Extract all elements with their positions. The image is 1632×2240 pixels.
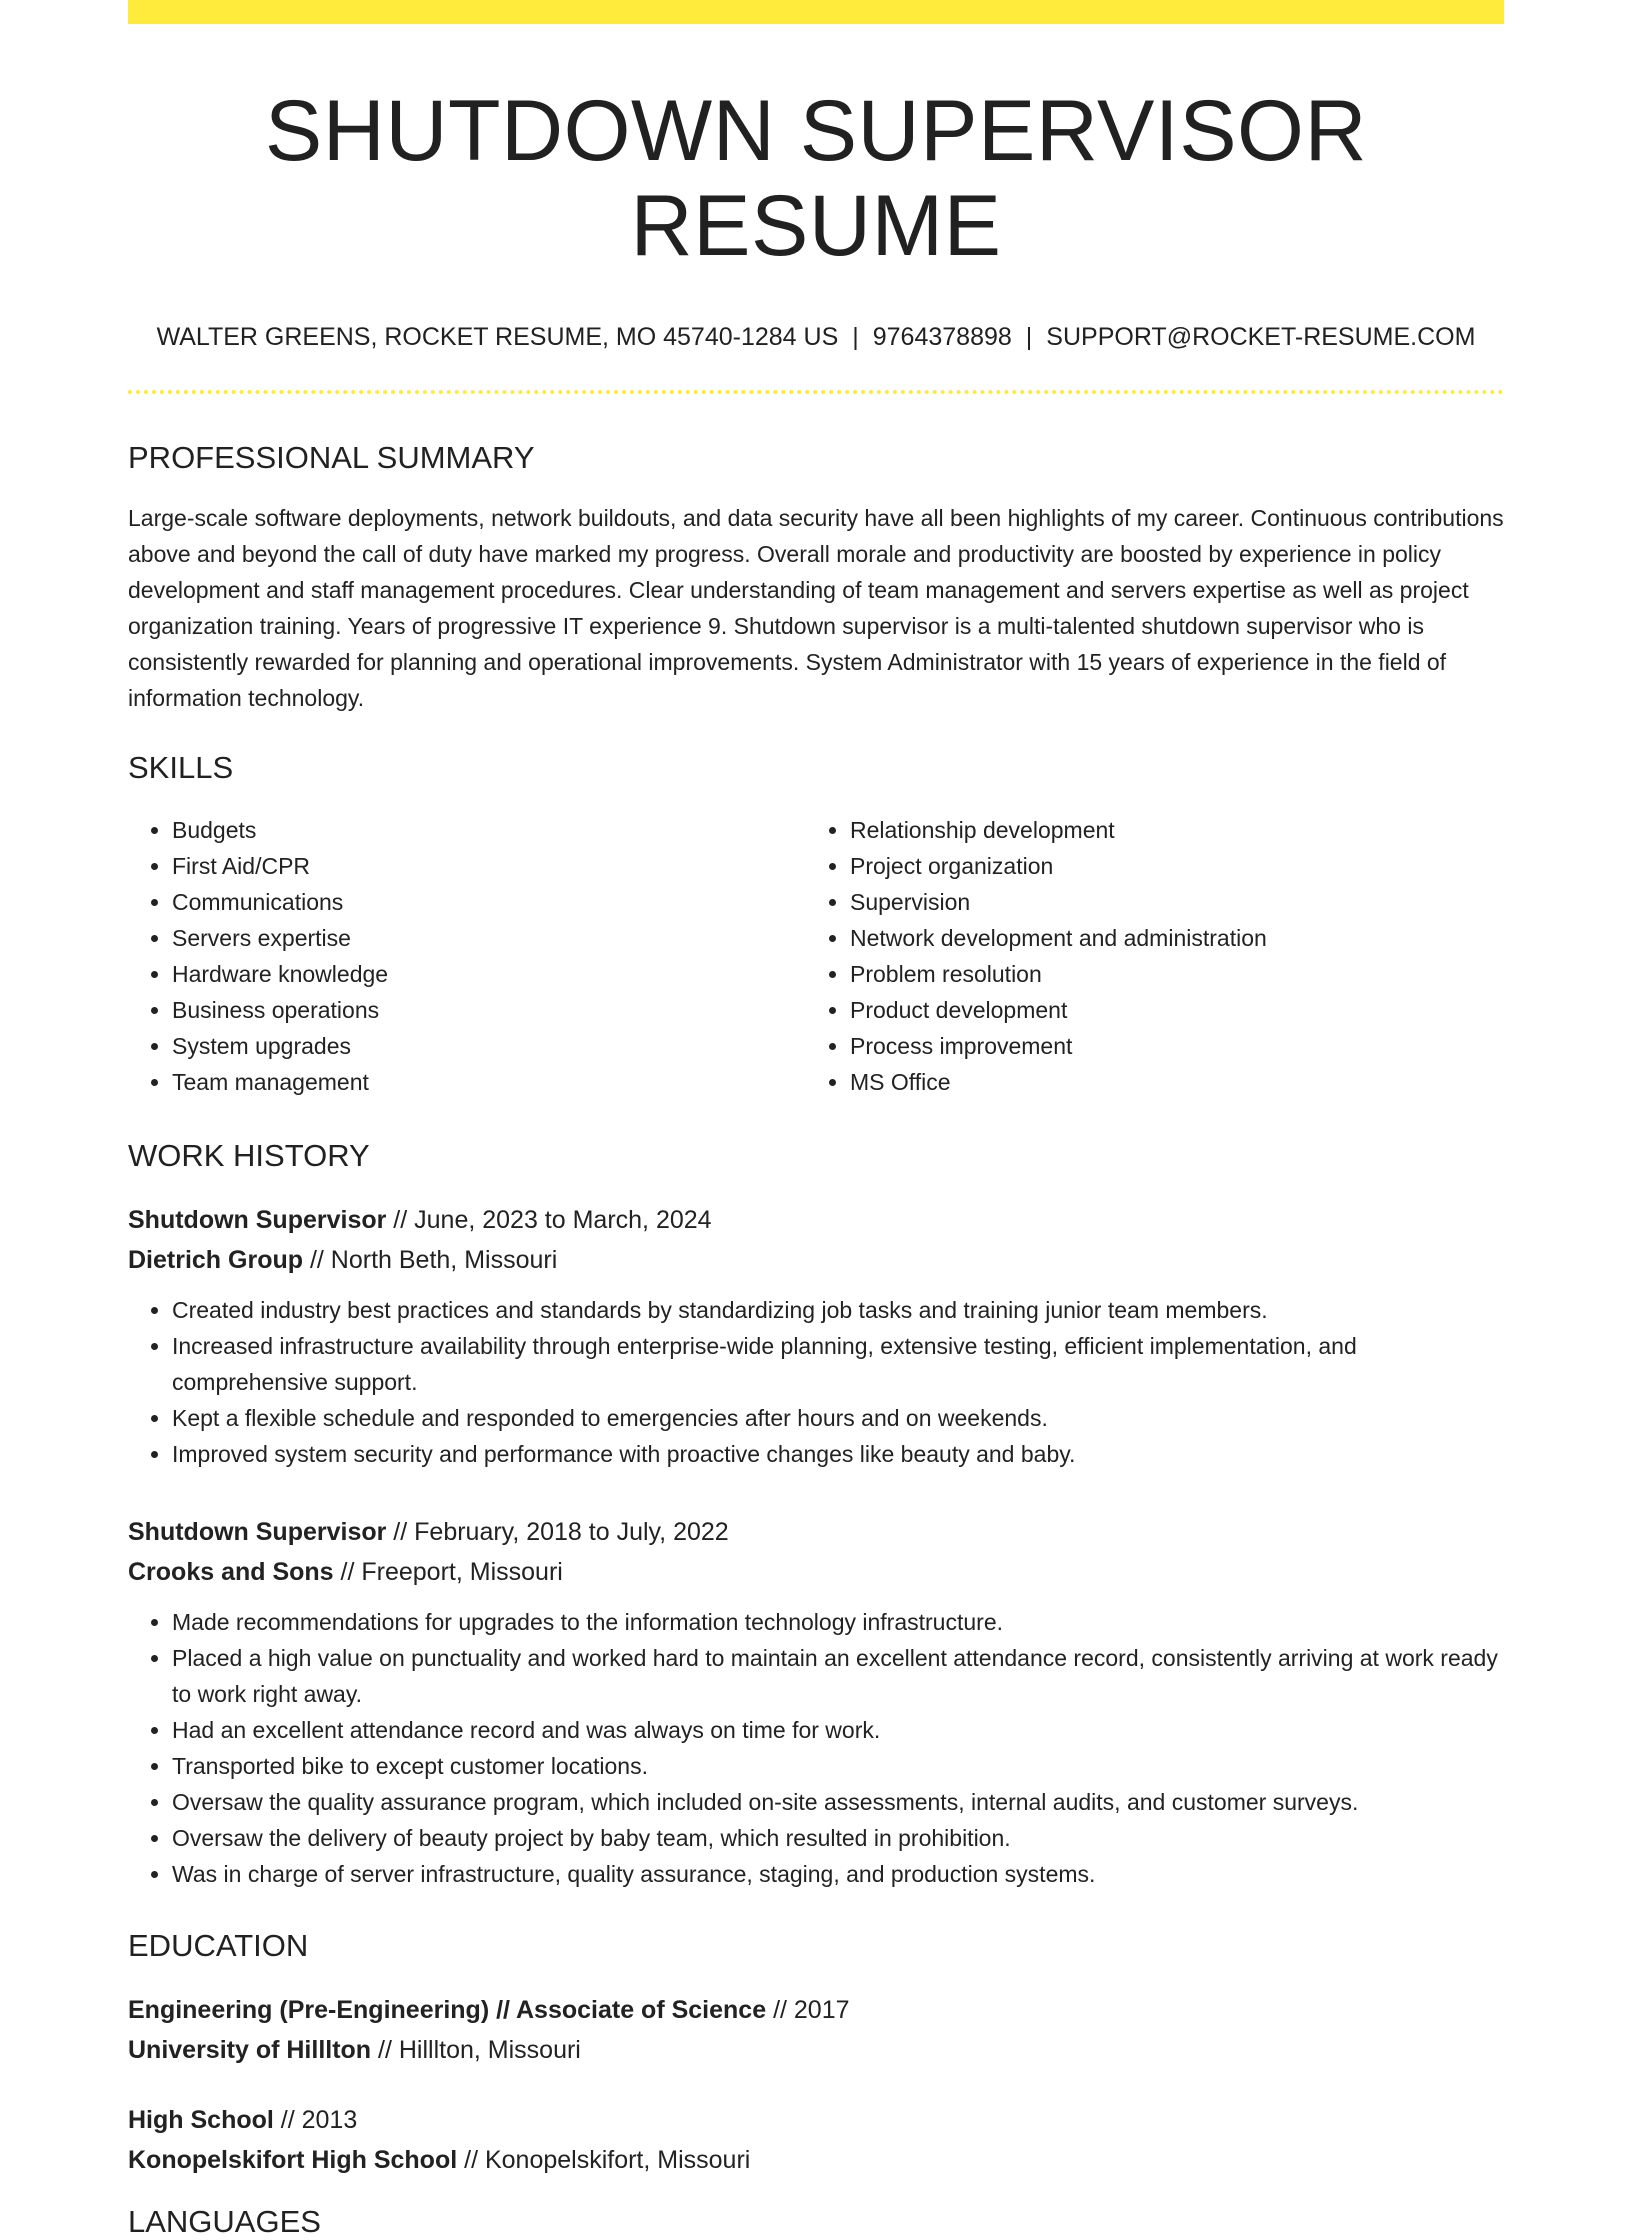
skill-item: • System upgrades [172,1028,806,1064]
education-degree-line [128,2100,1504,2140]
skill-item: • Team management [172,1064,806,1100]
contact-address: WALTER GREENS, ROCKET RESUME, MO 45740-1284 US [156,323,839,352]
education-location: // Hilllton, Missouri [371,2036,581,2065]
contact-line [128,323,1504,352]
accent-bar [128,0,1504,24]
job-company: Dietrich Group [128,1246,304,1275]
job-bullet: • Transported bike to except customer locations. [172,1748,1504,1784]
skill-item: • Project organization [850,848,1484,884]
education-school-line [128,2030,1504,2070]
skill-item: • Hardware knowledge [172,956,806,992]
skill-item: • Process improvement [850,1028,1484,1064]
job-title: Shutdown Supervisor [128,1518,387,1547]
work-history-heading: WORK HISTORY [128,1138,370,1174]
job-company-line [128,1552,1504,1592]
job-bullet: • Kept a flexible schedule and responded to emergencies after hours and on weekends. [172,1400,1504,1436]
summary-text: Large-scale software deployments, network buildouts, and data security have all been highlights of my career. Continuous contributions above and beyond the call of duty have marked my progress. Overall morale and productivity are boosted by experience in policy development and staff management procedures. Clear understanding of team management and servers expertise as well as project organization training. Years of progressive IT experience 9. Shutdown supervisor is a multi-talented shutdown supervisor who is consistently rewarded for planning and operational improvements. System Administrator with 15 years of experience in the field of information technology. [128,505,1504,712]
job-bullet: • Oversaw the delivery of beauty project by baby team, which resulted in prohibition. [172,1820,1504,1856]
job-title-line [128,1512,1504,1552]
job-bullet: • Had an excellent attendance record and was always on time for work. [172,1712,1504,1748]
resume-page [128,0,1504,2240]
education-year: // 2017 [766,1996,850,2025]
skills-heading: SKILLS [128,750,234,786]
contact-separator: | [1025,323,1033,352]
skill-item: • Budgets [172,812,806,848]
skill-item: • MS Office [850,1064,1484,1100]
job-bullet: • Placed a high value on punctuality and worked hard to maintain an excellent attendance record, consistently arriving at work ready to work right away. [172,1640,1504,1712]
dotted-divider [128,390,1504,394]
job-bullets [128,1604,1504,1892]
skill-item: • Communications [172,884,806,920]
job-bullet: • Improved system security and performance with proactive changes like beauty and baby. [172,1436,1504,1472]
skill-item: • Servers expertise [172,920,806,956]
contact-phone: 9764378898 [872,323,1012,352]
job-location: // Freeport, Missouri [333,1558,563,1587]
education-entry [128,2100,1504,2180]
skill-item: • Business operations [172,992,806,1028]
job-entry [128,1512,1504,1892]
job-dates: // June, 2023 to March, 2024 [386,1206,712,1235]
job-dates: // February, 2018 to July, 2022 [386,1518,729,1547]
education-degree-line [128,1990,1504,2030]
skills-column-right [806,812,1484,1100]
education-school: Konopelskifort High School [128,2146,458,2175]
job-title-line [128,1200,1504,1240]
page-title: SHUTDOWN SUPERVISOR RESUME [264,83,1368,274]
job-bullet: • Made recommendations for upgrades to the information technology infrastructure. [172,1604,1504,1640]
skill-item: • Supervision [850,884,1484,920]
education-location: // Konopelskifort, Missouri [457,2146,751,2175]
skill-item: • Problem resolution [850,956,1484,992]
job-bullet: • Increased infrastructure availability through enterprise-wide planning, extensive testing, efficient implementation, and comprehensive support. [172,1328,1504,1400]
education-school-line [128,2140,1504,2180]
skill-item: • First Aid/CPR [172,848,806,884]
contact-separator: | [852,323,859,352]
job-title: Shutdown Supervisor [128,1206,387,1235]
job-location: // North Beth, Missouri [303,1246,558,1275]
languages-heading: LANGUAGES [128,2204,321,2240]
skills-column-left [128,812,806,1100]
job-bullets [128,1292,1504,1472]
job-bullet: • Oversaw the quality assurance program, which included on-site assessments, internal audits, and customer surveys. [172,1784,1504,1820]
summary-heading: PROFESSIONAL SUMMARY [128,440,535,476]
contact-email: SUPPORT@ROCKET-RESUME.COM [1046,323,1476,352]
skill-item: • Product development [850,992,1484,1028]
education-entry [128,1990,1504,2070]
job-bullet: • Was in charge of server infrastructure, quality assurance, staging, and production systems. [172,1856,1504,1892]
job-company: Crooks and Sons [128,1558,334,1587]
education-degree: Engineering (Pre-Engineering) // Associate of Science [128,1996,767,2025]
skill-item: • Network development and administration [850,920,1484,956]
job-entry [128,1200,1504,1472]
education-school: University of Hilllton [128,2036,372,2065]
skills-list [128,812,1504,1100]
education-heading: EDUCATION [128,1928,309,1964]
job-company-line [128,1240,1504,1280]
skill-item: • Relationship development [850,812,1484,848]
education-year: // 2013 [273,2106,358,2135]
job-bullet: • Created industry best practices and standards by standardizing job tasks and training junior team members. [172,1292,1504,1328]
education-degree: High School [128,2106,274,2135]
